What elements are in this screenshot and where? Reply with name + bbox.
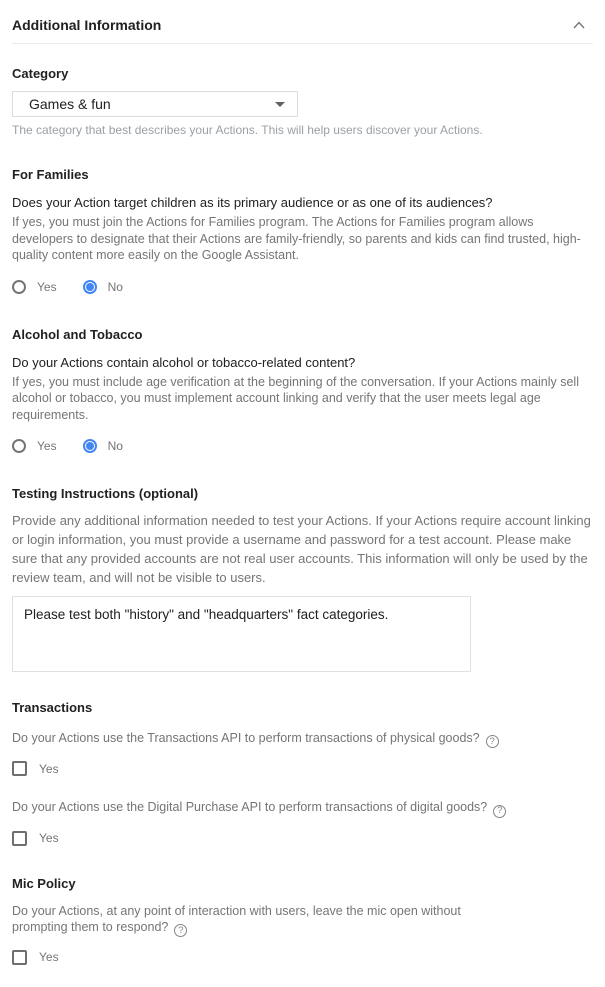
transactions-physical-checkbox-row bbox=[12, 759, 593, 778]
page-title: Additional Information bbox=[12, 17, 162, 33]
testing-instructions-helper: Provide any additional information needed to test your Actions. If your Actions require account linking or login information, you must provide a username and password for a test account. Please make sure that any provided accounts are not real user accounts. This information will only be used by the review team, and will not be visible to users. bbox=[12, 513, 591, 585]
mic-policy-question-text: Do your Actions, at any point of interaction with users, leave the mic open without prompting them to respond? bbox=[12, 903, 461, 934]
alcohol-tobacco-heading: Alcohol and Tobacco bbox=[12, 326, 143, 342]
chevron-up-icon bbox=[573, 21, 585, 29]
transactions-physical-checkbox[interactable] bbox=[12, 761, 27, 776]
alcohol-tobacco-radio-group bbox=[12, 436, 593, 456]
alcohol-tobacco-radio-no[interactable] bbox=[83, 439, 123, 453]
transactions-digital-checkbox-row bbox=[12, 829, 593, 848]
radio-icon bbox=[83, 439, 97, 453]
category-helper-text: The category that best describes your Actions. This will help users discover your Actions. bbox=[12, 123, 483, 137]
checkbox-label: Yes bbox=[39, 761, 59, 776]
checkbox-label: Yes bbox=[39, 950, 59, 965]
radio-label-yes: Yes bbox=[37, 439, 57, 453]
radio-icon bbox=[83, 280, 97, 294]
category-label: Category bbox=[12, 66, 69, 81]
section-header bbox=[12, 14, 593, 36]
mic-policy-heading: Mic Policy bbox=[12, 875, 76, 891]
header-divider bbox=[12, 43, 593, 44]
for-families-radio-group bbox=[12, 277, 593, 297]
testing-instructions-heading: Testing Instructions (optional) bbox=[12, 486, 199, 501]
transactions-physical-question bbox=[12, 730, 593, 748]
radio-label-yes: Yes bbox=[37, 279, 57, 294]
for-families-radio-yes[interactable] bbox=[12, 280, 57, 294]
checkbox-label: Yes bbox=[39, 831, 59, 845]
mic-policy-checkbox[interactable] bbox=[12, 950, 27, 965]
transactions-heading: Transactions bbox=[12, 700, 93, 715]
collapse-section-button[interactable] bbox=[567, 13, 591, 37]
dropdown-arrow-icon bbox=[275, 102, 285, 107]
alcohol-tobacco-radio-yes[interactable] bbox=[12, 439, 57, 453]
alcohol-tobacco-helper: If yes, you must include age verification at the beginning of the conversation. If your Actions mainly sell alcohol or tobacco, you must implement account linking and verify that the user meets legal age requirements. bbox=[12, 374, 579, 422]
for-families-helper: If yes, you must join the Actions for Families program. The Actions for Families program allows developers to designate that their Actions are family-friendly, so parents and kids can find trusted, high-quality content more easily on the Google Assistant. bbox=[12, 215, 581, 262]
radio-icon bbox=[12, 280, 26, 294]
radio-label-no: No bbox=[107, 279, 123, 294]
transactions-digital-question bbox=[12, 799, 593, 817]
mic-policy-checkbox-row bbox=[12, 948, 593, 967]
testing-instructions-input[interactable] bbox=[12, 596, 471, 672]
help-icon[interactable]: ? bbox=[486, 735, 499, 748]
transactions-digital-checkbox[interactable] bbox=[12, 831, 27, 846]
for-families-radio-no[interactable] bbox=[83, 280, 123, 294]
radio-icon bbox=[12, 439, 26, 453]
help-icon[interactable]: ? bbox=[174, 924, 187, 937]
transactions-digital-question-text: Do your Actions use the Digital Purchase API to perform transactions of digital goods? bbox=[12, 800, 488, 815]
mic-policy-question bbox=[12, 903, 474, 937]
transactions-physical-question-text: Do your Actions use the Transactions API to perform transactions of physical goods? bbox=[12, 731, 480, 745]
alcohol-tobacco-question: Do your Actions contain alcohol or tobacco-related content? bbox=[12, 354, 356, 370]
radio-label-no: No bbox=[107, 439, 123, 453]
category-selected-value: Games & fun bbox=[29, 96, 111, 112]
category-select[interactable] bbox=[12, 91, 298, 117]
for-families-heading: For Families bbox=[12, 167, 89, 182]
for-families-question: Does your Action target children as its primary audience or as one of its audiences? bbox=[12, 195, 493, 210]
help-icon[interactable]: ? bbox=[493, 805, 506, 818]
